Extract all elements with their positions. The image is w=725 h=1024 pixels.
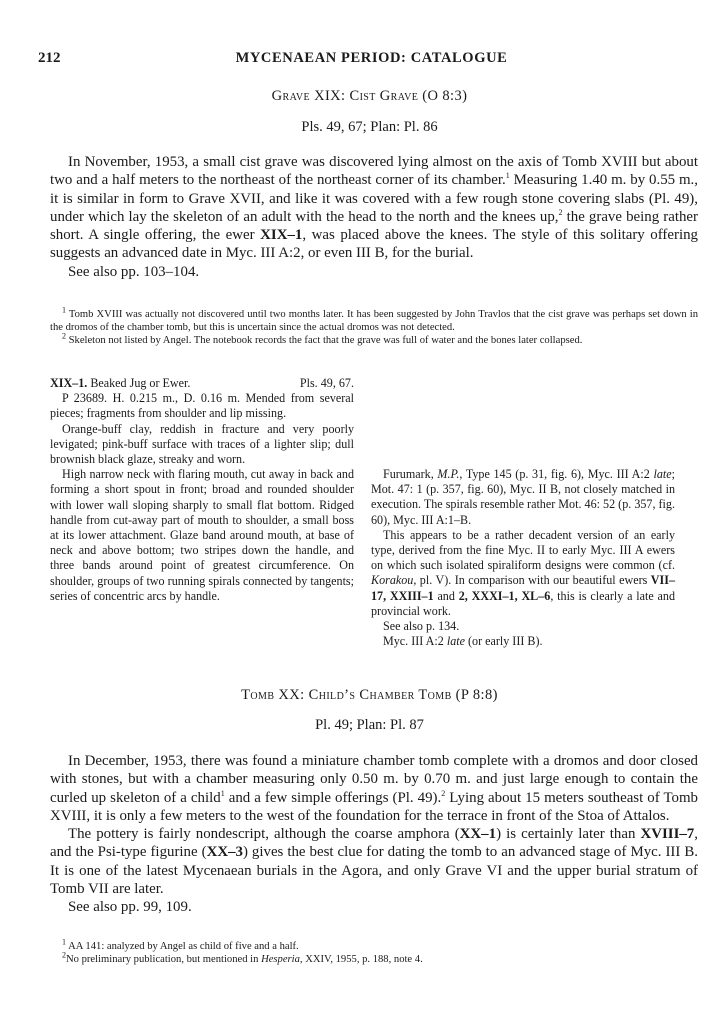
entry-see-also: See also p. 134. xyxy=(383,619,460,634)
footnote-1: $^1$ AA 141: analyzed by Angel as child of five and a half. xyxy=(62,937,299,952)
grave-xix-paragraph: In November, 1953, a small cist grave was discovered lying almost on the axis of Tomb XVIII but about two and a half meters to the northeast of the northeast corner of its chamber.$^1$ Measuring 1.40 m. by 0.55 m., it is similar in form to Grave XVII, and like it was covered with a few rough stone covering slabs (Pl. 49), under which lay the skeleton of an adult with the head to the north and the knees up,$^2$ the grave being rather short. A single offering, the ewer XIX–1, was placed above the knees. The style of this solitary offering suggests an advanced date in Myc. III A:2, or even III B, for the burial. xyxy=(50,154,698,262)
tomb-xx-body xyxy=(50,752,698,917)
tomb-xx-paragraph-1: In December, 1953, there was found a miniature chamber tomb complete with a dromos and door closed with stones, but with a chamber measuring only 0.50 m. by 0.70 m. and just large enough to contain the curled up skeleton of a child$^1$ and a few simple offerings (Pl. 49).$^2$ Lying about 15 meters southeast of Tomb XVIII, it is only a few meters to the west of the foundation for the terrace in front of the Stoa of Attalos. xyxy=(50,753,698,824)
entry-fabric: Orange-buff clay, reddish in fracture and very poorly levigated; pink-buff surface with traces of a lighter slip; dull brownish black glaze, streaky and worn. xyxy=(50,421,354,467)
catalogue-column-right xyxy=(371,467,675,649)
footnote-2: $^2$ Skeleton not listed by Angel. The notebook records the fact that the grave was full of water and the bones later collapsed. xyxy=(62,331,583,346)
entry-date: Myc. III A:2 late (or early III B). xyxy=(383,634,543,649)
grave-xix-see-also: See also pp. 103–104. xyxy=(68,263,200,280)
footnote-ref: 2 xyxy=(441,788,446,798)
running-title: MYCENAEAN PERIOD: CATALOGUE xyxy=(235,50,508,66)
tomb-xx-plates: Pl. 49; Plan: Pl. 87 xyxy=(315,717,424,733)
footnote-ref: 1 xyxy=(220,788,225,798)
page-number: 212 xyxy=(38,50,61,66)
catalogue-entry-heading xyxy=(50,376,354,391)
footnote-2: $^2$No preliminary publication, but mentioned in Hesperia, XXIV, 1955, p. 188, note 4. xyxy=(62,950,423,965)
catalogue-ref: XIX–1 xyxy=(260,227,303,244)
catalogue-column-left xyxy=(50,376,354,604)
entry-furumark: Furumark, M.P., Type 145 (p. 31, fig. 6), Myc. III A:2 late; Mot. 47: 1 (p. 357, fig. 60), Myc. II B, not closely matched in execution. The spirals resemble rather Mot. 46: 52 (p. 357, fig. 60), Myc. III A:1–B. xyxy=(371,467,675,527)
grave-xix-heading: Grave XIX: Cist Grave (O 8:3) xyxy=(271,88,468,104)
entry-description: High narrow neck with flaring mouth, cut away in back and forming a short spout in front; broad and rounded shoulder with lower wall sloping sharply to small flat bottom. Ridged handle from cut-away part of mouth to shoulder, a small boss at its lower attachment. Glaze band around mouth, at base of neck and above bottom; two stripes down the handle, and three bands around point of greatest circumference. On shoulder, groups of two running spirals connected by tangents; series of concentric arcs by handle. xyxy=(50,467,354,603)
entry-title: Beaked Jug or Ewer. xyxy=(87,376,191,390)
tomb-xx-see-also: See also pp. 99, 109. xyxy=(68,899,192,916)
entry-comparison: This appears to be a rather decadent version of an early type, derived from the fine Myc. II to early Myc. III A ewers on which such isolated spiraliform designs were common (cf. Korakou, pl. V). In comparison with our beautiful ewers VII–17, XXIII–1 and 2, XXXI–1, XL–6, this is clearly a late and provincial work. xyxy=(371,527,675,618)
footnote-ref: 2 xyxy=(558,207,563,217)
grave-xix-footnotes xyxy=(50,305,698,347)
footnote-ref: 1 xyxy=(505,171,510,181)
grave-xix-body xyxy=(50,153,698,281)
tomb-xx-paragraph-2: The pottery is fairly nondescript, although the coarse amphora (XX–1) is certainly later than XVIII–7, and the Psi-type figurine (XX–3) gives the best clue for dating the tomb to an advanced stage of Myc. III B. It is one of the latest Mycenaean burials in the Agora, and only Grave VI and the upper burial stratum of Tomb VII are later. xyxy=(50,826,698,898)
footnote-1: $^1$ Tomb XVIII was actually not discovered until two months later. It has been suggested by John Travlos that the cist grave was perhaps set down in the dromos of the chamber tomb, but this is uncertain since the actual dromos was not detected. xyxy=(50,305,698,333)
entry-number: XIX–1. xyxy=(50,376,88,390)
tomb-xx-footnotes xyxy=(50,937,698,966)
entry-inventory: P 23689. H. 0.215 m., D. 0.16 m. Mended from several pieces; fragments from shoulder and lip missing. xyxy=(50,391,354,421)
entry-plates: Pls. 49, 67. xyxy=(299,376,354,390)
grave-xix-plates: Pls. 49, 67; Plan: Pl. 86 xyxy=(301,119,438,135)
tomb-xx-heading: Tomb XX: Child’s Chamber Tomb (P 8:8) xyxy=(241,687,498,703)
